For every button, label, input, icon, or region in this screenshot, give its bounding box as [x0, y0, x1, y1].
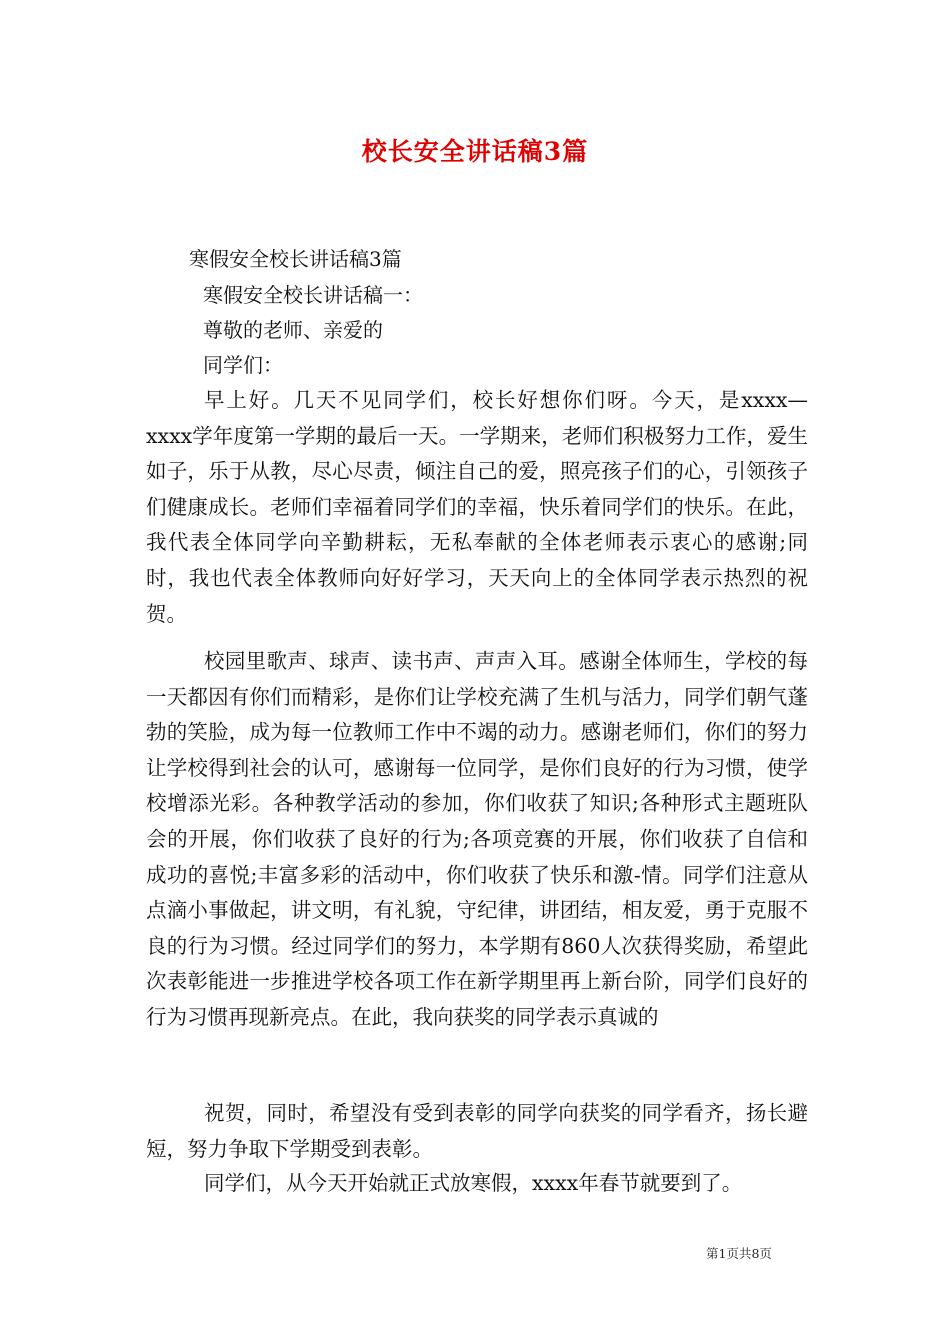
subtitle-line: 寒假安全校长讲话稿3篇 [189, 247, 402, 271]
paragraph-3: 祝贺，同时，希望没有受到表彰的同学向获奖的同学看齐，扬长避短，努力争取下学期受到表彰。 [146, 1101, 808, 1161]
paragraph-2: 校园里歌声、球声、读书声、声声入耳。感谢全体师生，学校的每一天都因有你们而精彩，是你们让学校充满了生机与活力，同学们朝气蓬勃的笑脸，成为每一位教师工作中不竭的动力。感谢老师们，你们的努力让学校得到社会的认可，感谢每一位同学，是你们良好的行为习惯，使学校增添光彩。各种教学活动的参加，你们收获了知识;各种形式主题班队会的开展，你们收获了良好的行为;各项竞赛的开展，你们收获了自信和成功的喜悦;丰富多彩的活动中，你们收获了快乐和激-情。同学们注意从点滴小事做起，讲文明，有礼貌，守纪律，讲团结，相友爱，勇于克服不良的行为习惯。经过同学们的努力，本学期有860人次获得奖励，希望此次表彰能进一步推进学校各项工作在新学期里再上新台阶，同学们良好的行为习惯再现新亮点。在此，我向获奖的同学表示真诚的 [146, 649, 808, 1029]
section-heading: 寒假安全校长讲话稿一： [203, 283, 423, 307]
page-footer: 第1页共8页 [706, 1246, 772, 1261]
paragraph-4: 同学们，从今天开始就正式放寒假，xxxx年春节就要到了。 [204, 1171, 743, 1195]
salutation-line-1: 尊敬的老师、亲爱的 [203, 318, 383, 342]
document-title: 校长安全讲话稿3篇 [361, 137, 589, 166]
salutation-line-2: 同学们： [203, 353, 283, 377]
paragraph-1: 早上好。几天不见同学们，校长好想你们呀。今天，是xxxx—xxxx学年度第一学期的最后一天。一学期来，老师们积极努力工作，爱生如子，乐于从教，尽心尽责，倾注自己的爱，照亮孩子们的心，引领孩子们健康成长。老师们幸福着同学们的幸福，快乐着同学们的快乐。在此，我代表全体同学向辛勤耕耘，无私奉献的全体老师表示衷心的感谢;同时，我也代表全体教师向好好学习，天天向上的全体同学表示热烈的祝贺。 [146, 388, 808, 626]
